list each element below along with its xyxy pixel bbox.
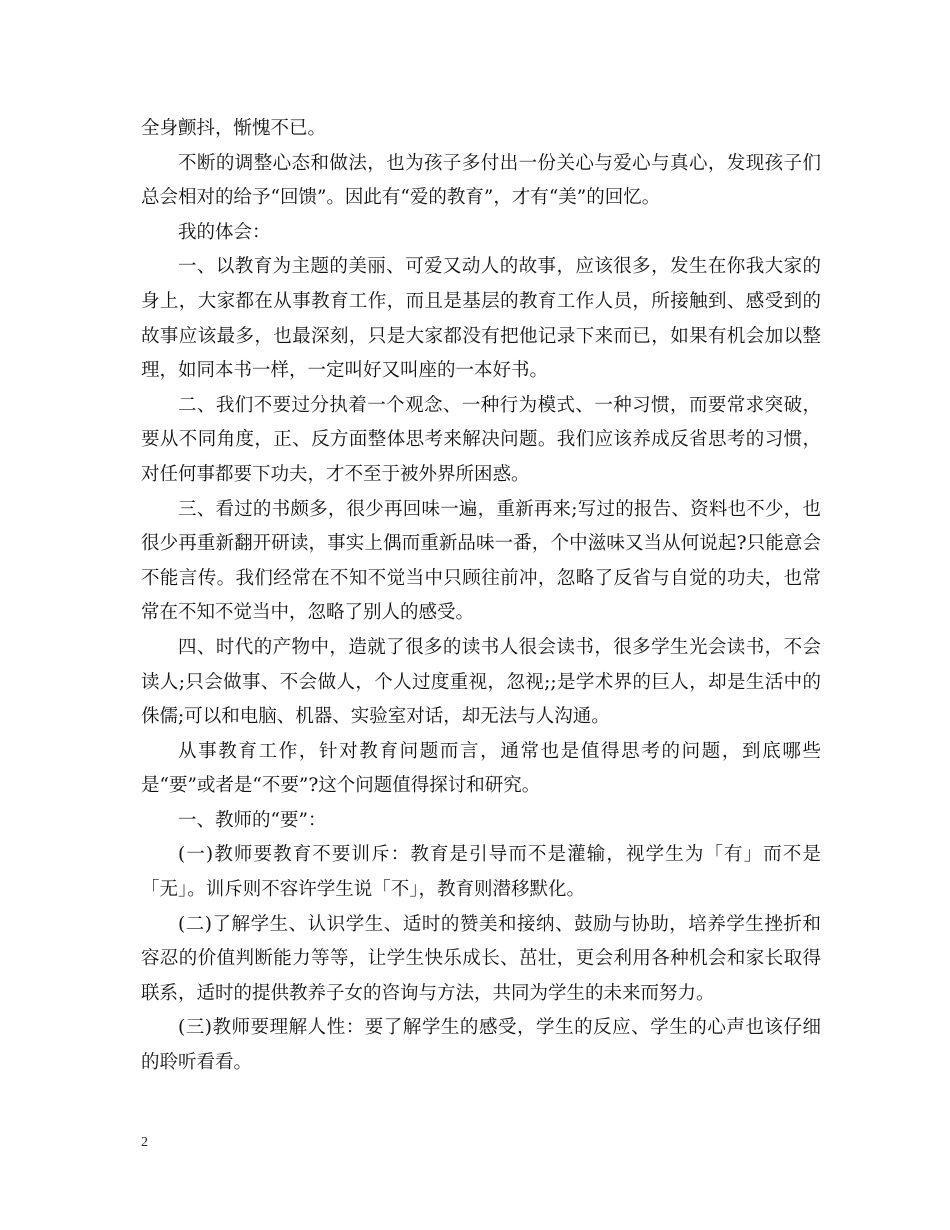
paragraph: (二)了解学生、认识学生、适时的赞美和接纳、鼓励与协助，培养学生挫折和容忍的价值判断能力等等，让学生快乐成长、茁壮，更会利用各种机会和家长取得联系，适时的提供教养子女的咨询与方法，共同为学生的未来而努力。 xyxy=(141,913,821,1004)
paragraph: 一、以教育为主题的美丽、可爱又动人的故事，应该很多，发生在你我大家的身上，大家都在从事教育工作，而且是基层的教育工作人员，所接触到、感受到的故事应该最多，也最深刻，只是大家都没有把他记录下来而已，如果有机会加以整理，如同本书一样，一定叫好又叫座的一本好书。 xyxy=(141,256,821,382)
paragraph: 四、时代的产物中，造就了很多的读书人很会读书，很多学生光会读书，不会读人;只会做事、不会做人，个人过度重视，忽视;;是学术界的巨人，却是生活中的侏儒;可以和电脑、机器、实验室对话，却无法与人沟通。 xyxy=(141,636,821,728)
paragraph: 从事教育工作，针对教育问题而言，通常也是值得思考的问题，到底哪些是“要”或者是“不要”?这个问题值得探讨和研究。 xyxy=(141,740,821,797)
paragraph: (一)教师要教育不要训斥：教育是引导而不是灌输，视学生为「有」而不是「无」。训斥则不容许学生说「不」，教育则潜移默化。 xyxy=(141,844,821,901)
paragraph: 不断的调整心态和做法，也为孩子多付出一份关心与爱心与真心，发现孩子们总会相对的给予“回馈”。因此有“爱的教育”，才有“美”的回忆。 xyxy=(141,152,821,209)
paragraph: 我的体会： xyxy=(178,221,271,243)
paragraph: 三、看过的书颇多，很少再回味一遍，重新再来;写过的报告、资料也不少，也很少再重新翻开研读，事实上偶而重新品味一番，个中滋味又当从何说起?只能意会不能言传。我们经常在不知不觉当中只顾往前冲，忽略了反省与自觉的功夫，也常常在不知不觉当中，忽略了别人的感受。 xyxy=(141,498,821,624)
document-body xyxy=(141,112,821,1081)
paragraph: 二、我们不要过分执着一个观念、一种行为模式、一种习惯，而要常求突破，要从不同角度，正、反方面整体思考来解决问题。我们应该养成反省思考的习惯，对任何事都要下功夫，才不至于被外界所困惑。 xyxy=(141,394,821,485)
paragraph: (三)教师要理解人性：要了解学生的感受，学生的反应、学生的心声也该仔细的聆听看看。 xyxy=(141,1017,821,1074)
paragraph: 全身颤抖，惭愧不已。 xyxy=(141,118,327,139)
page-number: 2 xyxy=(141,1135,148,1150)
paragraph: 一、教师的“要”： xyxy=(178,809,327,831)
